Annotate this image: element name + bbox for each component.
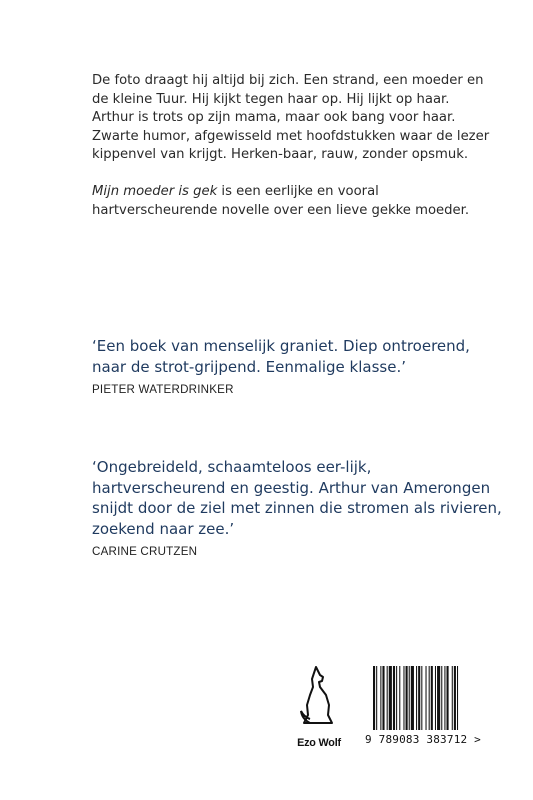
- back-cover-blurb: [92, 72, 492, 220]
- review-quote-text: ‘Ongebreideld, schaamteloos eer-lijk, hartverscheurend en geestig. Arthur van Amerongen snijdt door de ziel met zinnen die stromen als rivieren, zoekend naar zee.’: [92, 458, 502, 538]
- review-quote-2: [92, 457, 502, 563]
- blurb-paragraph-1: De foto draagt hij altijd bij zich. Een strand, een moeder en de kleine Tuur. Hij kijkt tegen haar op. Hij lijkt op haar. Arthur is trots op zijn mama, maar ook bang voor haar. Zwarte humor, afgewisseld met hoofdstukken waar de lezer kippenvel van krijgt. Herken-baar, rauw, zonder opsmuk.: [92, 73, 490, 163]
- isbn-number: 9 789083 383712 >: [365, 733, 481, 746]
- isbn-barcode: [363, 666, 501, 750]
- review-quote-author: CARINE CRUTZEN: [92, 545, 198, 558]
- review-quote-1: [92, 336, 502, 401]
- publisher-name: Ezo Wolf: [297, 737, 341, 749]
- review-quote-text: ‘Een boek van menselijk graniet. Diep ontroerend, naar de strot-grijpend. Eenmalige klasse.’: [92, 337, 470, 376]
- blurb-paragraph-2: [92, 183, 492, 220]
- blurb-paragraph-2-text: is een eerlijke en vooral hartverscheurende novelle over een lieve gekke moeder.: [92, 183, 470, 218]
- book-title-italic: Mijn moeder is gek: [92, 183, 218, 199]
- howling-wolf-icon: [296, 665, 340, 725]
- review-quote-author: PIETER WATERDRINKER: [92, 383, 234, 396]
- barcode-icon: [373, 666, 493, 730]
